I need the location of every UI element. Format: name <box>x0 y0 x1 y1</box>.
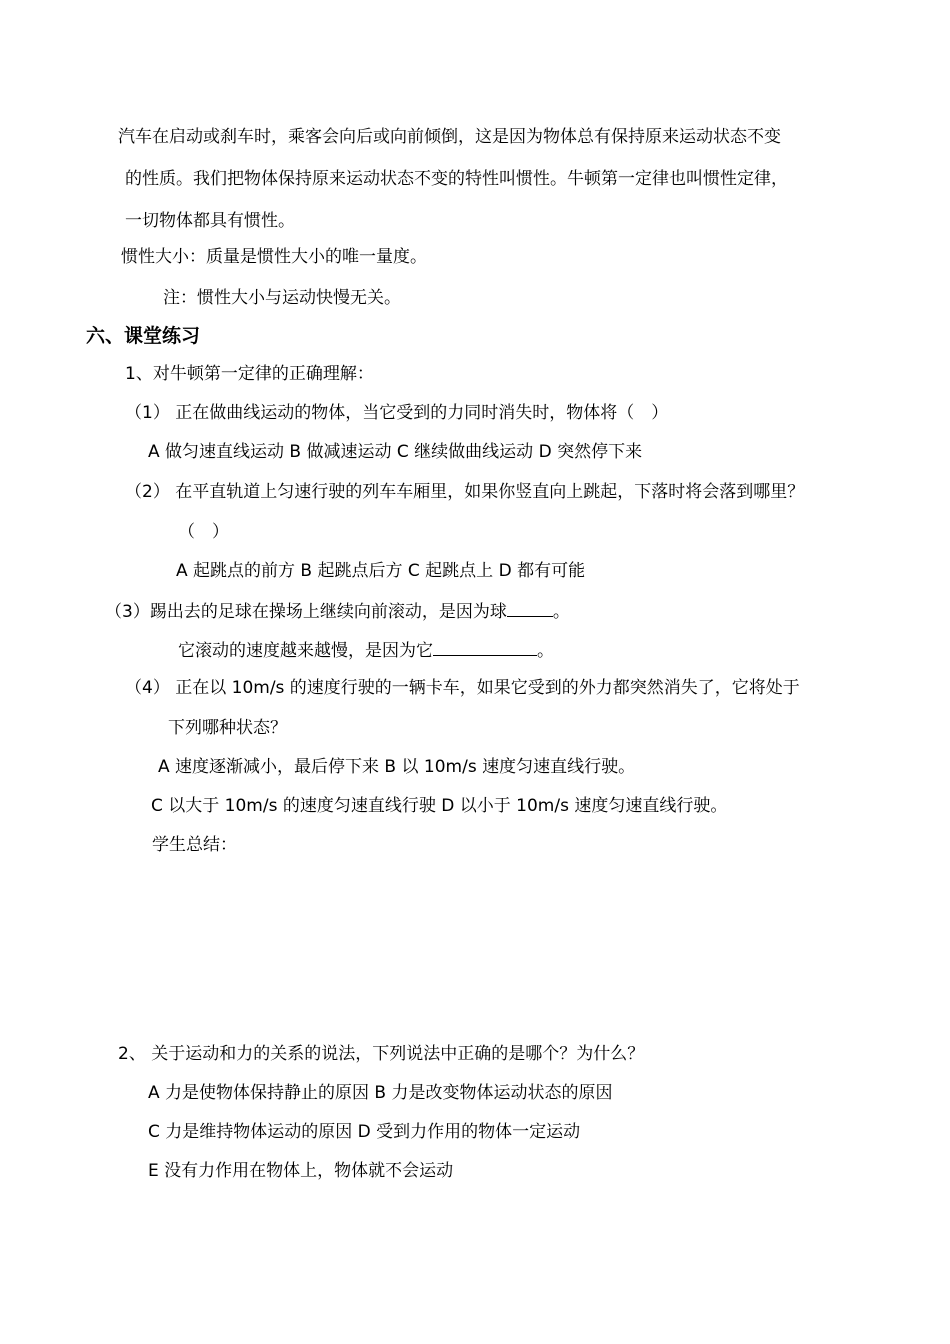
answer-blank-1[interactable] <box>507 598 553 617</box>
answer-blank-2[interactable] <box>433 637 537 656</box>
question-1-2-answer-paren: （ ） <box>178 522 229 542</box>
question-1-2-options: A 起跳点的前方 B 起跳点后方 C 起跳点上 D 都有可能 <box>176 561 586 581</box>
question-1-4-stem-2: 下列哪种状态？ <box>168 718 287 738</box>
question-2-options-ab: A 力是使物体保持静止的原因 B 力是改变物体运动状态的原因 <box>148 1083 613 1103</box>
question-2-title: 2、 关于运动和力的关系的说法，下列说法中正确的是哪个？为什么？ <box>118 1044 645 1064</box>
question-1-1-options: A 做匀速直线运动 B 做减速运动 C 继续做曲线运动 D 突然停下来 <box>148 442 643 462</box>
question-1-3-stem-end: 。 <box>552 602 570 622</box>
question-1-3-second-line <box>178 637 554 663</box>
question-2-options-cd: C 力是维持物体运动的原因 D 受到力作用的物体一定运动 <box>148 1122 581 1142</box>
intro-line-2: 的性质。我们把物体保持原来运动状态不变的特性叫惯性。牛顿第一定律也叫惯性定律， <box>125 169 788 189</box>
question-1-1-stem: （1） 正在做曲线运动的物体，当它受到的力同时消失时，物体将（ ） <box>125 403 669 423</box>
question-2-option-e: E 没有力作用在物体上，物体就不会运动 <box>148 1161 454 1181</box>
inertia-note: 注：惯性大小与运动快慢无关。 <box>163 288 401 308</box>
intro-line-3: 一切物体都具有惯性。 <box>125 211 295 231</box>
question-1-2-stem: （2） 在平直轨道上匀速行驶的列车车厢里，如果你竖直向上跳起，下落时将会落到哪里？ <box>125 482 805 502</box>
question-1-3-stem: （3）踢出去的足球在操场上继续向前滚动，是因为球 <box>105 602 507 622</box>
question-1-3-line2-end: 。 <box>537 641 554 661</box>
question-1-4-stem: （4） 正在以 10m/s 的速度行驶的一辆卡车，如果它受到的外力都突然消失了，它将处于 <box>125 678 800 698</box>
question-1-title: 1、对牛顿第一定律的正确理解： <box>125 364 374 384</box>
intro-line-1: 汽车在启动或刹车时，乘客会向后或向前倾倒，这是因为物体总有保持原来运动状态不变 <box>118 127 781 147</box>
question-1-3-line2: 它滚动的速度越来越慢，是因为它 <box>178 641 433 661</box>
question-1-4-options-ab: A 速度逐渐减小，最后停下来 B 以 10m/s 速度匀速直线行驶。 <box>158 757 636 777</box>
student-summary-label: 学生总结： <box>152 835 237 855</box>
section-title: 六、课堂练习 <box>86 325 201 347</box>
question-1-4-options-cd: C 以大于 10m/s 的速度匀速直线行驶 D 以小于 10m/s 速度匀速直线行驶。 <box>151 796 728 816</box>
question-1-3-stem-line <box>105 598 570 624</box>
inertia-definition: 惯性大小：质量是惯性大小的唯一量度。 <box>121 247 427 267</box>
